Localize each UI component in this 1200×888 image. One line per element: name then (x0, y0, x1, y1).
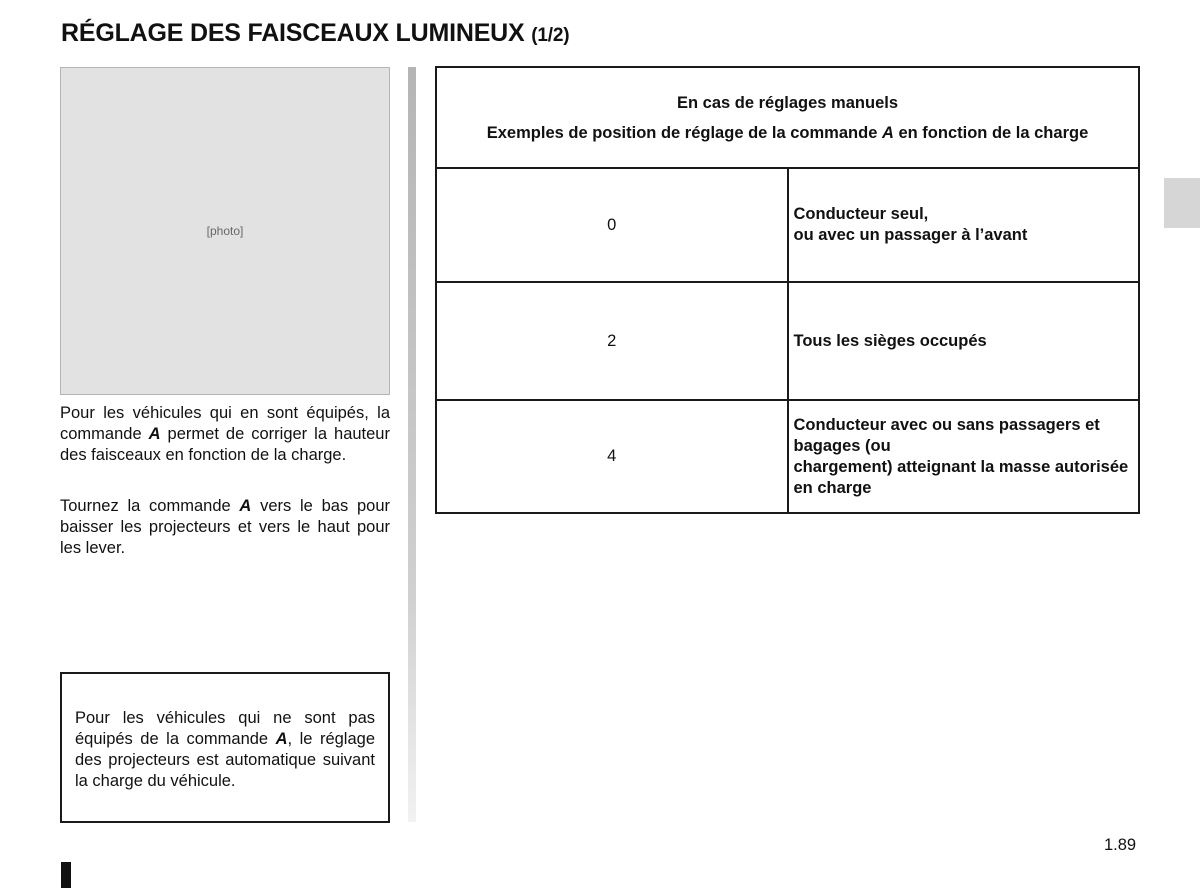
table-header-row (436, 67, 1139, 168)
description-cell: Tous les sièges occupés (788, 282, 1140, 400)
chapter-edge-tab (1164, 178, 1200, 228)
photo-placeholder-label: [photo] (206, 224, 244, 238)
corner-mark (61, 862, 71, 888)
position-cell: 4 (436, 400, 788, 513)
table-row (436, 282, 1139, 400)
table-header-title: En cas de réglages manuels (676, 93, 899, 112)
table-row (436, 168, 1139, 282)
page-title-part: (1/2) (531, 25, 570, 46)
position-cell: 0 (436, 168, 788, 282)
page-title: RÉGLAGE DES FAISCEAUX LUMINEUX (1/2) (61, 19, 570, 47)
page-number: 1.89 (1104, 836, 1137, 854)
table-row (436, 400, 1139, 513)
note-box: Pour les véhicules qui ne sont pas équipés de la commande A, le réglage des projecteurs est automatique suivant la charge du véhicule. (60, 672, 390, 823)
intro-paragraph: Pour les véhicules qui en sont équipés, la commande A permet de corriger la hauteur des faisceaux en fonction de la charge. (60, 404, 390, 464)
column-divider (408, 67, 416, 822)
control-letter: A (148, 425, 161, 443)
control-letter: A (239, 497, 252, 515)
table-header-cell (436, 67, 1139, 168)
description-cell: Conducteur seul, ou avec un passager à l’avant (788, 168, 1140, 282)
table-header-subtitle: Exemples de position de réglage de la commande A en fonction de la charge (486, 123, 1089, 142)
adjustment-table (435, 66, 1140, 514)
dashboard-photo-placeholder (60, 67, 390, 395)
description-cell: Conducteur avec ou sans passagers et bagages (ou chargement) atteignant la masse autorisée en charge (788, 400, 1140, 513)
instruction-paragraph: Tournez la commande A vers le bas pour baisser les projecteurs et vers le haut pour les lever. (60, 497, 390, 557)
position-cell: 2 (436, 282, 788, 400)
control-letter: A (275, 730, 288, 748)
